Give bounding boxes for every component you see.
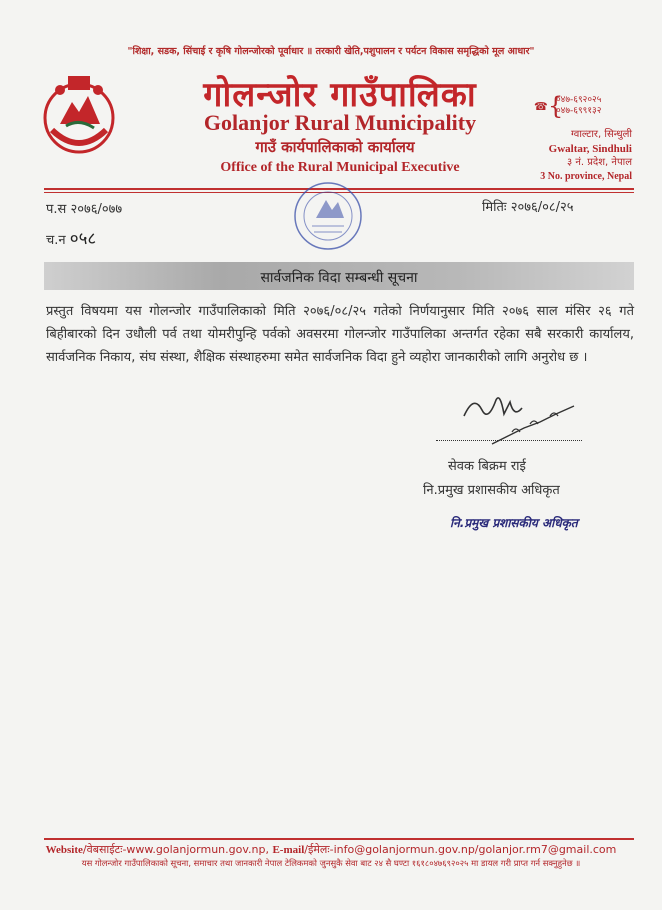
signer-name: सेवक बिक्रम राई — [448, 459, 526, 474]
date-label: मितिः — [482, 200, 507, 215]
website-label-nepali: /वेबसाईटः — [82, 843, 123, 856]
phone-number-2: ०४७-६९९१३२ — [556, 106, 602, 116]
signature-line — [436, 440, 582, 441]
nepal-emblem-icon — [38, 70, 120, 162]
notice-body: प्रस्तुत विषयमा यस गोलन्जोर गाउँपालिकाको मिति २०७६/०८/२५ गतेको निर्णयानुसार मिति २०७६ साल मंसिर २६ गते बिहीबारको दिन उधौली पर्व तथा योमरीपुन्हि पर्वको अवसरमा गोलन्जोर गाउँपालिका अन्तर्गत रहेका सबै सरकारी कार्यालय, सार्वजनिक निकाय, संघ संस्था, शैक्षिक संस्थाहरुमा समेत सार्वजनिक विदा हुने व्यहोरा जानकारीको लागि अनुरोध छ । — [46, 304, 634, 365]
address-english: Gwaltar, Sindhuli — [548, 143, 632, 155]
footer-contact — [0, 842, 662, 857]
header-motto: "शिक्षा, सडक, सिंचाई र कृषि गोलन्जोरको पूर्वाधार ॥ तरकारी खेति,पशुपालन र पर्यटन विकास समृद्धिको मूल आधार" — [127, 46, 535, 57]
phone-icon: ☎ — [534, 100, 548, 113]
email-label-nepali: /ईमेलः — [304, 843, 330, 856]
reference-number — [46, 199, 122, 217]
website-label: Website — [45, 844, 83, 856]
brace-icon: { — [548, 92, 564, 120]
signer-designation: नि.प्रमुख प्रशासकीय अधिकृत — [423, 483, 560, 498]
notice-title: सार्वजनिक विदा सम्बन्धी सूचना — [260, 270, 418, 286]
province-english: 3 No. province, Nepal — [540, 171, 632, 182]
address-nepali: ग्वाल्टार, सिन्धुली — [570, 129, 632, 140]
office-subtitle-english: Office of the Rural Municipal Executive — [220, 160, 460, 175]
email-link[interactable]: -info@golanjormun.gov.np/golanjor.rm7@gmail.com — [329, 843, 617, 856]
province-nepali: ३ नं. प्रदेश, नेपाल — [566, 157, 632, 168]
office-address — [520, 128, 632, 184]
office-seal-stamp-icon — [290, 178, 366, 254]
reference-value: २०७६/०७७ — [70, 202, 123, 217]
municipality-title-english: Golanjor Rural Municipality — [203, 110, 477, 135]
municipality-title-nepali: गोलन्जोर गाउँपालिका — [203, 75, 477, 115]
footer-divider — [44, 838, 634, 840]
phone-numbers — [556, 95, 601, 117]
footer-notice: यस गोलन्जोर गाउँपालिकाको सूचना, समाचार तथा जानकारी नेपाल टेलिकमको जुनसुकै सेवा बाट २४ सै घण्टा १६१८०४७६९२०२५ मा डायल गरी प्राप्त गर्न सक्नुहुनेछ ॥ — [81, 858, 581, 868]
date-value: २०७६/०८/२५ — [510, 200, 574, 215]
office-subtitle-nepali: गाउँ कार्यपालिकाको कार्यालय — [255, 138, 415, 156]
letter-date — [482, 197, 574, 215]
email-label: E-mail — [272, 844, 305, 856]
dispatch-value: ०५८ — [69, 229, 97, 249]
dispatch-label: च.न — [46, 233, 66, 248]
phone-number-1: ०४७-६९२०२५ — [556, 95, 602, 105]
website-link[interactable]: -www.golanjormun.gov.np, — [122, 843, 269, 856]
dispatch-number — [46, 226, 96, 249]
reference-label: प.स — [46, 202, 67, 217]
designation-stamp: नि.प्रमुख प्रशासकीय अधिकृत — [450, 516, 578, 530]
